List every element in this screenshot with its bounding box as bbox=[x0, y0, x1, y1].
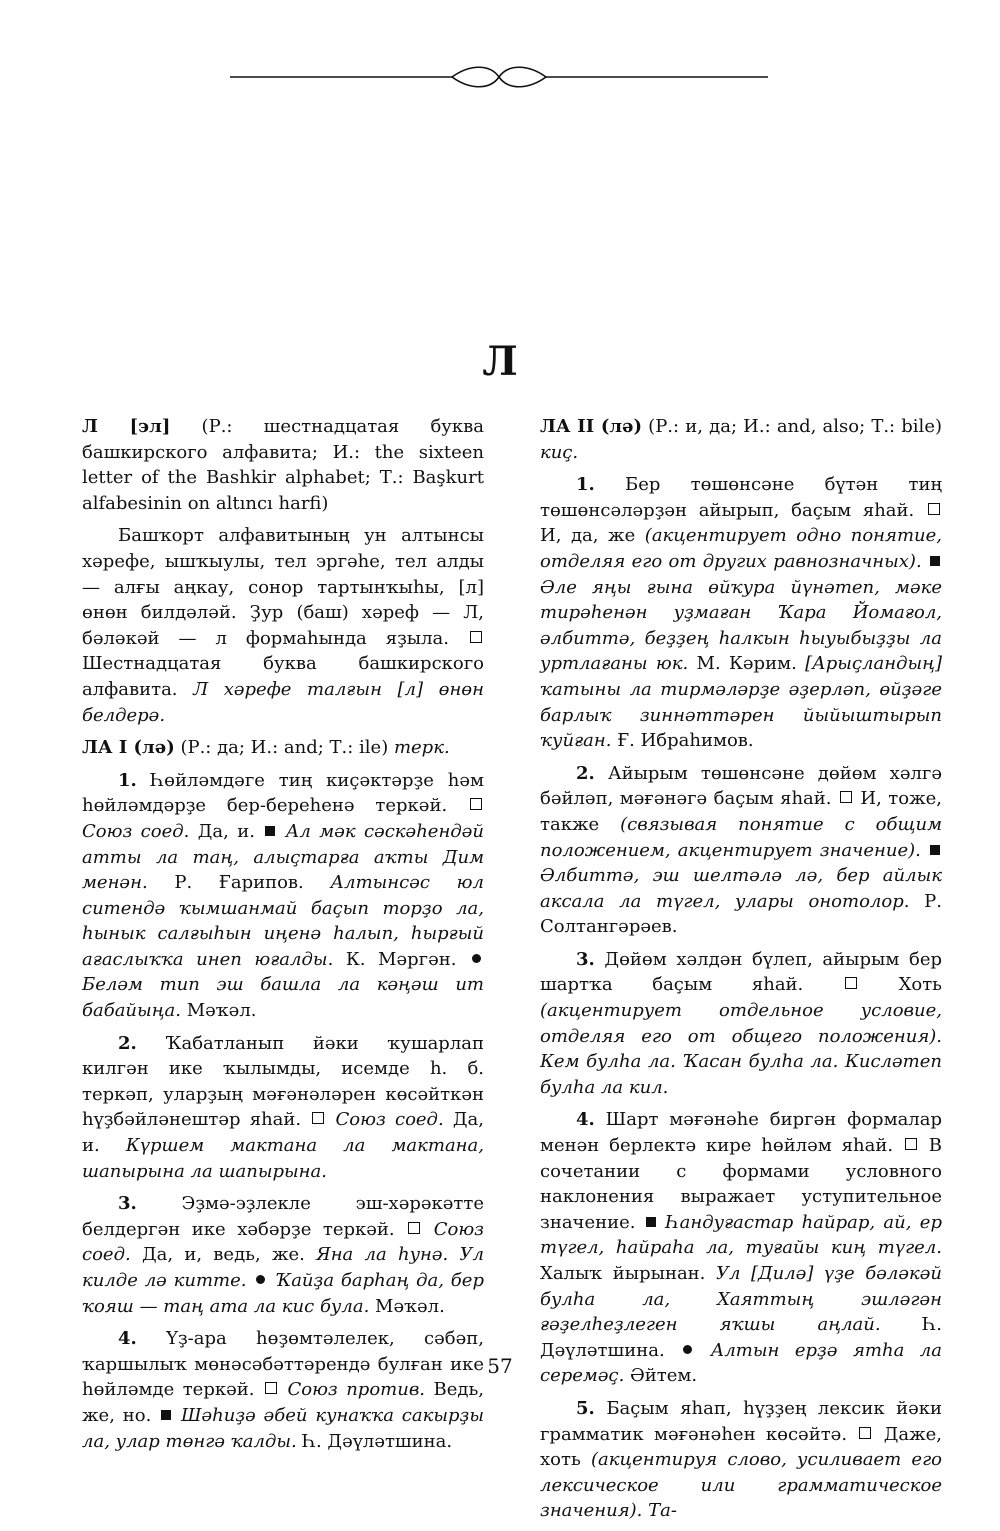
entry-la2-header: ЛА II (лә) (Р.: и, да; И.: and, also; Т.: bile) киҫ. bbox=[540, 416, 942, 463]
section-letter-title: Л bbox=[482, 338, 518, 385]
sense-1: 1. Һөйләмдәге тиң киҫәктәрҙе һәм һөйләмдәрҙе бер-береһенә теркәй. Союз соед. Да, и. Ал мәк сәскәһендәй атты ла таң, алыҫтарға аҡты Дим менән. Р. Ғарипов. Алтынсәс юл ситендә ҡымшанмай баҫып торҙо ла, һынык салғыһын иңенә һалып, һырғый ағаслыҡҡа инеп юғалды. К. Мәргән. Беләм тип эш башла ла кәңәш ит бабайыңа. Мәҡәл. bbox=[82, 769, 484, 1022]
header-ornament bbox=[230, 62, 768, 92]
sense-4: 4. Шарт мәғәнәһе биргән формалар менән берлектә кире һөйләм яһай. В сочетании с формами условного наклонения выражает уступительное значение. Һандуғастар һайрар, ай, ер түгел, һайраһа ла, туғайы киң түгел. Халыҡ йырынан. Ул [Дилә] үҙе бәләкәй булһа ла, Хаяттың эшләгән ғәҙелһеҙлеген яҡшы аңлай. Һ. Дәүләтшина. Алтын ерҙә ятһа ла серемәҫ. Әйтем. bbox=[540, 1109, 942, 1387]
headword: ЛА I (лә) bbox=[82, 737, 175, 759]
sense-1: 1. Бер төшөнсәне бүтән тиң төшөнсәләрҙән айырып, баҫым яһай. И, да, же (акцентирует одно понятие, отделяя его от других равнозначных). Әле яңы ғына өйҡура йүнәтеп, мәке тирәһенән уҙмаған Ҡара Йомағол, әлбиттә, беҙҙең һалкын һыуыбыҙҙы ла уртлағаны юк. М. Кәрим. [Арыҫландың] ҡатыны ла тирмәләрҙе әҙерләп, өйҙәге барлыҡ зиннәттәрен йыйыштырып ҡуйған. Ғ. Ибраһимов. bbox=[540, 474, 942, 752]
headword: ЛА II (лә) bbox=[540, 416, 643, 437]
open-square-icon bbox=[470, 631, 482, 643]
open-square-icon bbox=[840, 791, 852, 803]
headword: Л [эл] bbox=[82, 416, 171, 437]
entry-l-header: Л [эл] (Р.: шестнадцатая буква башкирского алфавита; И.: the sixteen letter of the Bashkir alphabet; Т.: Başkurt alfabesinin on altıncı harfi) bbox=[82, 416, 485, 514]
open-square-icon bbox=[905, 1138, 917, 1150]
filled-square-icon bbox=[646, 1217, 656, 1227]
bullet-icon bbox=[256, 1275, 265, 1284]
open-square-icon bbox=[859, 1427, 871, 1439]
sense-3: 3. Эҙмә-эҙлекле эш-хәрәкәтте белдергән ике хәбәрҙе теркәй. Союз соед. Да, и, ведь, же. Яна ла һунә. Ул килде лә китте. Ҡайҙа барһаң да, бер ҡояш — таң ата ла кис була. Мәҡәл. bbox=[82, 1193, 484, 1317]
filled-square-icon bbox=[265, 826, 275, 836]
sense-2: 2. Ҡабатланып йәки ҡушарлап килгән ике ҡылымды, исемде һ. б. теркәп, уларҙың мәғәнәләрен көсәйткән һүҙбәйләнештәр яһай. Союз соед. Да, и. Күршем мактана ла мактана, шапырына ла шапырына. bbox=[82, 1032, 484, 1182]
left-column bbox=[82, 414, 484, 1461]
sense-4: 4. Үҙ-ара һөҙөмтәлелек, сәбәп, ҡаршылыҡ мөнәсәбәттәрендә булған ике һөйләмде теркәй. Союз против. Ведь, же, но. Шәһиҙә әбей кунаҡҡа сакырҙы ла, улар төнгә ҡалды. Һ. Дәүләтшина. bbox=[82, 1328, 484, 1452]
filled-square-icon bbox=[161, 1410, 171, 1420]
filled-square-icon bbox=[930, 556, 940, 566]
sense-2: 2. Айырым төшөнсәне дөйөм хәлгә бәйләп, мәғәнәгә баҫым яһай. И, тоже, также (связывая понятие с общим положением, акцентирует значение). Әлбиттә, эш шелтәлә лә, бер айлык аксала ла түгел, улары онотолор. Р. Солтангәрәев. bbox=[540, 762, 943, 938]
open-square-icon bbox=[312, 1112, 324, 1124]
open-square-icon bbox=[470, 798, 482, 810]
sense-3: 3. Дөйөм хәлдән бүлеп, айырым бер шартҡа баҫым яһай. Хоть (акцентирует отдельное условие, отделяя его от общего положения). Кем булһа ла. Ҡасан булһа ла. Кисләтеп булһа ла кил. bbox=[540, 948, 942, 1098]
bullet-icon bbox=[683, 1345, 692, 1354]
entry-l-definition: Башҡорт алфавитының ун алтынсы хәрефе, ышҡыулы, тел эргәһе, тел алды — алғы аңкау, сонор тартынҡыһы, [л] өнөн билдәләй. Ҙур (баш) хәреф — Л, бәләкәй — л формаһында яҙыла. Шестнадцатая буква башкирского алфавита. Л хәрефе талғын [л] өнөн белдерә. bbox=[82, 525, 484, 726]
filled-square-icon bbox=[930, 845, 940, 855]
entry-la1-header: ЛА I (лә) (Р.: да; И.: and; Т.: ile) терк. bbox=[82, 737, 450, 759]
open-square-icon bbox=[265, 1382, 277, 1394]
open-square-icon bbox=[928, 503, 940, 515]
bullet-icon bbox=[472, 954, 481, 963]
open-square-icon bbox=[408, 1222, 420, 1234]
sense-5: 5. Баҫым яһап, һүҙҙең лексик йәки грамматик мәғәнәһен көсәйтә. Даже, хоть (акцентируя слово, усиливает его лексическое или грамматическое значения). Та- bbox=[540, 1397, 942, 1522]
open-square-icon bbox=[845, 977, 857, 989]
page-number: 57 bbox=[487, 1354, 513, 1378]
